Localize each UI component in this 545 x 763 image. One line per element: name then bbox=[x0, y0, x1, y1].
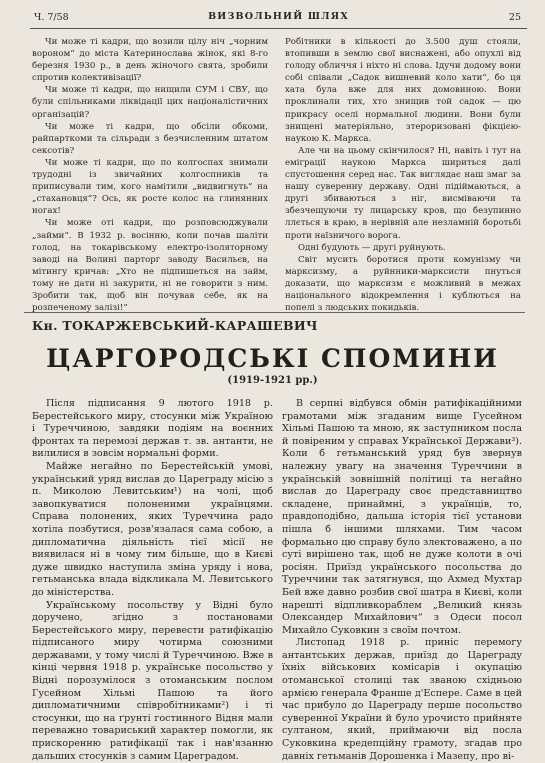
article-title: ЦАРГОРОДСЬКІ СПОМИНИ bbox=[0, 344, 545, 373]
paragraph: Чи може оті кадри, що розповсюджували „займи“. В 1932 р. восінню, коли почав шаліти голод, на токарівському електро-ізоляторному заводі на Волині парторг заводу Васильєв, на мітингу кричав: „Хто не підпишеться на займ, тому не дати ні закурити, ні не говорити з ним. Зробити так, щоб він почував себе, як на розпеченому залізі!“ bbox=[32, 217, 268, 314]
paragraph: Чи може ті кадри, що возили цілу ніч „чорним вороном“ до міста Катеринослава жінок, які 8-го березня 1930 р., в день жіночого свята, зробили спротив колективізації? bbox=[32, 36, 268, 84]
issue-number: Ч. 7/58 bbox=[34, 12, 69, 23]
article-left-column bbox=[32, 398, 273, 763]
previous-article-right-column bbox=[285, 36, 521, 314]
paragraph: Світ мусить боротися проти комунізму чи марксизму, а руйнники-марксисти пнуться доказати, що марксизм є можливий в межах національного відокремлення і кублються на попелі з людських покидьків. bbox=[285, 254, 521, 314]
paragraph: Листопад 1918 р. приніс перемогу антантських держав, приїзд до Цареграду їхніх військових комісарів і окупацію отоманської столиці так званою східньою армією генерала Франше д'Еспере. Саме в цей час прибуло до Цареграду перше посольство суверенної України й було урочисто прийняте султаном, який, приймаючи від посла Суковкина кредепційну грамоту, згадав про давніх гетьманів Дорошенка і Мазепу, про ві- bbox=[282, 637, 522, 763]
page-number: 25 bbox=[509, 12, 521, 23]
paragraph: Одні будують — другі руйнують. bbox=[285, 242, 521, 254]
paragraph: Чи може ті кадри, що обсіли обкоми, райпарткоми та сільради з безчисленним штатом сексотів? bbox=[32, 121, 268, 157]
running-header bbox=[30, 4, 527, 29]
previous-article-left-column bbox=[32, 36, 268, 314]
paragraph: Майже негайно по Берестейській умові, український уряд вислав до Цареграду місію з п. Миколою Левитським¹) на чолі, щоб завопкуватися полоненими українцями. Справа полонених, яких Туреччина радо хотіла позбутися, розв'язалася сама собою, а дипломатична діяльність тієї місії не виявилася ні в чому тим більше, що в Києві дуже швидко наступила зміна уряду і нова, гетьманська влада відкликала М. Левитського до міністерства. bbox=[32, 461, 273, 600]
paragraph: Чи може ті кадри, що нищили СУМ і СВУ, що були спільниками ліквідації цих націоналістичних організацій? bbox=[32, 84, 268, 120]
paragraph: Українському посольству у Відні було доручено, згідно з постановами Берестейського миру, перевести ратифікацію підписаного миру чотирма союзними державами, у тому числі й Туреччиною. Вже в кінці червня 1918 р. українське посольство у Відні порозумілося з отоманським послом Гусейном Хільмі Пашою та його дипломатичними співробітниками²) і ті стосунки, що на ґрунті гостинного Відня мали переважно товариський характер помогли, як прискоренню ратифікації так і нав'язанню дальших стосунків з самим Цареградом. bbox=[32, 600, 273, 763]
article-author: Кн. ТОКАРЖЕВСЬКИЙ-КАРАШЕВИЧ bbox=[32, 318, 318, 333]
article-subtitle: (1919-1921 рр.) bbox=[0, 375, 545, 386]
paragraph: Робітники в кількості до 3.500 душ стояли, втопивши в землю свої виснажені, або опухлі від голоду обличчя і ніхто ні слова. Ідучи додому вони собі співали „Садок вишневий коло хати“, бо ця хата була вже для них домовиною. Вони проклинали тих, хто знищив той садок — цю прикрасу оселі нормальної людини. Вони були знищені матеріяльно, зтероризовані фікцією-наукою К. Маркса. bbox=[285, 36, 521, 145]
section-divider bbox=[24, 312, 525, 313]
article-right-column bbox=[282, 398, 522, 763]
paragraph: Але чи на цьому скінчилося? Ні, навіть і тут на еміграції наукою Маркса шириться далі спустошення серед нас. Так виглядає наш змаг за нашу суверенну державу. Одні підіймаються, а другі збиваються з ніг, висміваючи та збезчещуючи ту лицарську кров, що безупинно ллється в краю, в нерівній але незламній боротьбі проти наїзничого ворога. bbox=[285, 145, 521, 242]
paragraph: Чи може ті кадри, що по колгоспах знимали трудодні із звичайних колгоспників та приписували тим, кого намітили „видвигнуть“ на „стахановця“? Ось, як росте колос на глинянних ногах! bbox=[32, 157, 268, 217]
paragraph: В серпні відбувся обмін ратифікаційними грамотами між згаданим вище Гусейном Хільмі Пашою та мною, як заступником посла й повіреним у справах Української Держави³). Коли б гетьманський уряд був звернув належну увагу на значення Туреччини в українській зовнішній політиці та негайно вислав до Цареграду своє представництво складене, принаймні, з українців, то, правдоподібно, дальша історія тієї установи пішла б іншими шляхами. Тим часом формально цю справу було злектоважено, а по суті вирішено так, щоб не дуже колоти в очі росіян. Приїзд українського посольства до Туреччини так затягнувся, що Ахмед Мухтар Бей вже давно розбив свої шатра в Києві, коли нарешті відпливкораблем „Великий князь Олександер Михайлович“ з Одеси посол Михайло Суковкин з своїм почтом. bbox=[282, 398, 522, 637]
paragraph: Після підписання 9 лютого 1918 р. Берестейського миру, стосунки між Україною і Туреччиною, завдяки подіям на воєнних фронтах та перемозі держав т. зв. антанти, не вилилися в зовсім нормальні форми. bbox=[32, 398, 273, 461]
journal-title: ВИЗВОЛЬНИЙ ШЛЯХ bbox=[30, 11, 527, 22]
